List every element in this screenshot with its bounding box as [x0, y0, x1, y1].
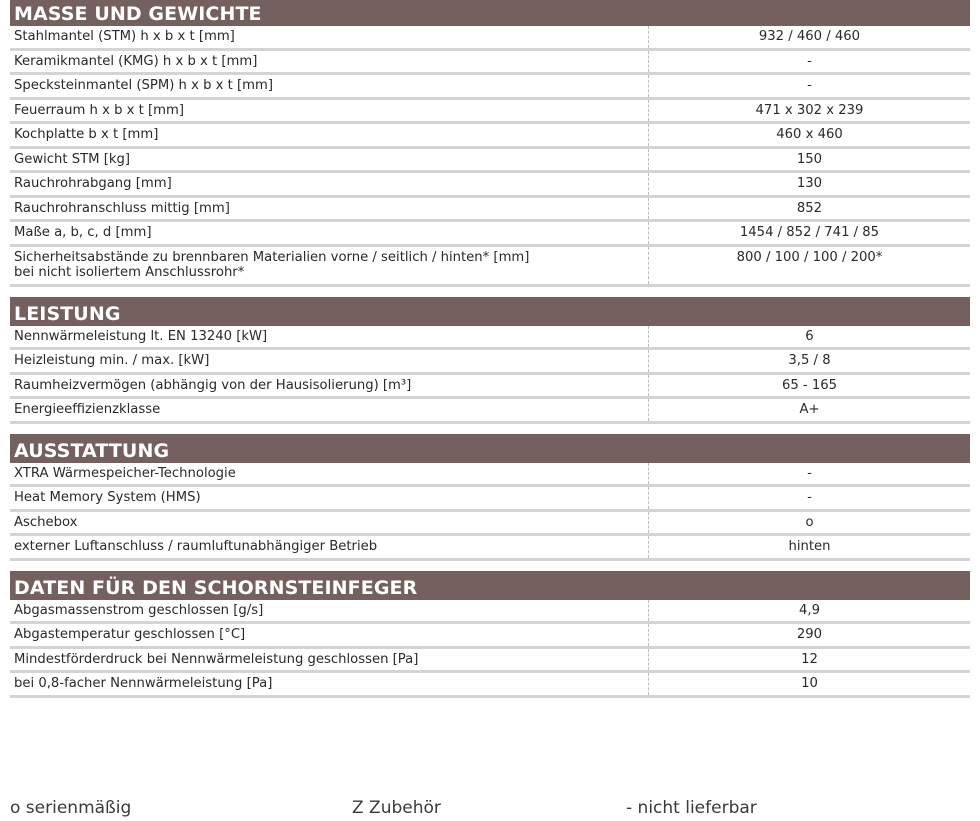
row-label: Feuerraum h x b x t [mm]: [14, 102, 184, 118]
table-row: [10, 350, 970, 375]
row-value: 150: [648, 149, 970, 171]
row-label-line-1: Sicherheitsabstände zu brennbaren Materialien vorne / seitlich / hinten* [mm]: [14, 249, 530, 265]
row-label: XTRA Wärmespeicher-Technologie: [14, 465, 236, 481]
row-label: Keramikmantel (KMG) h x b x t [mm]: [14, 53, 258, 69]
table-row: [10, 75, 970, 100]
table-row: [10, 487, 970, 512]
row-value: 852: [648, 198, 970, 220]
section-header: LEISTUNG: [10, 297, 970, 326]
row-label: Nennwärmeleistung lt. EN 13240 [kW]: [14, 328, 268, 344]
row-label: Aschebox: [14, 514, 78, 530]
row-label: Raumheizvermögen (abhängig von der Hausisolierung) [m³]: [14, 377, 412, 393]
legend: [10, 798, 970, 820]
table-row: [10, 51, 970, 76]
row-label: Specksteinmantel (SPM) h x b x t [mm]: [14, 78, 273, 93]
row-value: A+: [648, 399, 970, 421]
section-ausstattung: [10, 434, 970, 561]
spec-sheet: [10, 0, 970, 708]
row-value: 3,5 / 8: [648, 350, 970, 372]
legend-accessory: Z Zubehör: [352, 798, 441, 818]
row-label: Stahlmantel (STM) h x b x t [mm]: [14, 29, 235, 44]
table-row: [10, 326, 970, 351]
table-row: [10, 222, 970, 247]
row-label: Kochplatte b x t [mm]: [14, 127, 159, 142]
row-value: 1454 / 852 / 741 / 85: [648, 222, 970, 244]
table-row: [10, 124, 970, 149]
table-row: [10, 198, 970, 223]
table-row: [10, 600, 970, 625]
row-value: 460 x 460: [648, 124, 970, 146]
row-label-line-2: bei nicht isoliertem Anschlussrohr*: [14, 264, 245, 280]
table-row: [10, 173, 970, 198]
table-row: [10, 673, 970, 698]
row-label: Abgastemperatur geschlossen [°C]: [14, 627, 246, 642]
row-label: Maße a, b, c, d [mm]: [14, 225, 152, 240]
table-row: [10, 624, 970, 649]
row-value: -: [648, 75, 970, 97]
row-label: Abgasmassenstrom geschlossen [g/s]: [14, 602, 264, 618]
row-value: -: [648, 487, 970, 509]
row-label: Heizleistung min. / max. [kW]: [14, 353, 210, 368]
row-label: Gewicht STM [kg]: [14, 151, 131, 167]
row-value: 10: [648, 673, 970, 695]
table-row: [10, 399, 970, 424]
table-row: [10, 100, 970, 125]
row-label: Energieeffizienzklasse: [14, 402, 161, 417]
table-row: [10, 463, 970, 488]
row-value: 4,9: [648, 600, 970, 622]
legend-unavailable: - nicht lieferbar: [626, 798, 757, 818]
row-value: 932 / 460 / 460: [648, 26, 970, 48]
row-value: 130: [648, 173, 970, 195]
row-value: -: [648, 51, 970, 73]
legend-standard: o serienmäßig: [10, 798, 132, 818]
row-value: -: [648, 463, 970, 485]
section-leistung: [10, 297, 970, 424]
table-row: [10, 649, 970, 674]
section-header: MASSE UND GEWICHTE: [10, 0, 970, 26]
row-label: Rauchrohrabgang [mm]: [14, 176, 172, 191]
section-header: AUSSTATTUNG: [10, 434, 970, 463]
row-value: 290: [648, 624, 970, 646]
row-value: 12: [648, 649, 970, 671]
row-value: o: [648, 512, 970, 534]
table-row: [10, 149, 970, 174]
section-masse-und-gewichte: [10, 0, 970, 287]
table-row: [10, 536, 970, 561]
row-label: Mindestförderdruck bei Nennwärmeleistung geschlossen [Pa]: [14, 651, 419, 667]
row-value: 65 - 165: [648, 375, 970, 397]
table-row: [10, 512, 970, 537]
table-row: [10, 247, 970, 287]
row-label: [10, 247, 648, 284]
row-label: Heat Memory System (HMS): [14, 490, 201, 505]
table-row: [10, 26, 970, 51]
section-schornsteinfeger: [10, 571, 970, 698]
row-value: 800 / 100 / 100 / 200*: [648, 247, 970, 284]
row-value: hinten: [648, 536, 970, 558]
row-value: 471 x 302 x 239: [648, 100, 970, 122]
row-label: bei 0,8-facher Nennwärmeleistung [Pa]: [14, 676, 273, 691]
row-label: externer Luftanschluss / raumluftunabhängiger Betrieb: [14, 539, 378, 554]
table-row: [10, 375, 970, 400]
row-value: 6: [648, 326, 970, 348]
section-header: DATEN FÜR DEN SCHORNSTEINFEGER: [10, 571, 970, 600]
row-label: Rauchrohranschluss mittig [mm]: [14, 200, 230, 216]
